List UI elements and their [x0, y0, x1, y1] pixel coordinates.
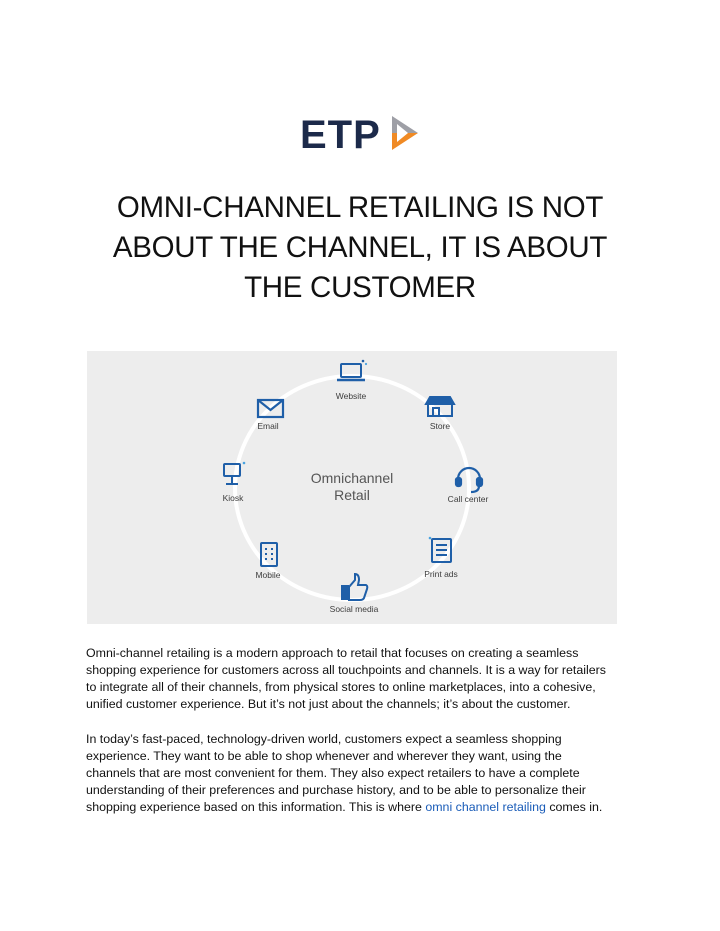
center-label-line-2: Retail	[334, 487, 370, 503]
paragraph-2	[86, 731, 646, 816]
etp-logo-mark	[300, 112, 425, 154]
paragraph-1-line-3: to integrate all of their channels, from physical stores to online marketplaces, into a cohesive,	[86, 680, 596, 694]
etp-logo	[300, 112, 425, 154]
paragraph-1-line-2: shopping experience for customers across all touchpoints and channels. It is a way for retailers	[86, 663, 606, 677]
page-title	[60, 188, 660, 308]
node-label-email: Email	[257, 421, 279, 431]
node-label-print-ads: Print ads	[424, 569, 458, 579]
paragraph-2-line-5-after: comes in.	[545, 800, 603, 814]
paragraph-2-line-2: experience. They want to be able to shop whenever and wherever they want, using the	[86, 749, 562, 763]
thumbs-up-icon	[342, 574, 367, 600]
paragraph-2-line-3: channels that are most convenient for them. They also expect retailers to have a complete	[86, 766, 580, 780]
node-label-store: Store	[429, 421, 451, 431]
title-line-2: ABOUT THE CHANNEL, IT IS ABOUT	[112, 231, 608, 264]
logo-text: ETP	[300, 113, 381, 154]
omni-channel-retailing-link[interactable]: omni channel retailing	[425, 800, 546, 814]
paragraph-2-line-5	[86, 799, 646, 816]
omnichannel-diagram	[87, 351, 617, 624]
paragraph-1-line-1: Omni-channel retailing is a modern approach to retail that focuses on creating a seamless	[86, 646, 579, 660]
center-label-line-1: Omnichannel	[310, 470, 394, 486]
diagram-center-label	[311, 470, 394, 504]
paragraph-1-line-4: unified customer experience. But it’s not just about the channels; it’s about the customer.	[86, 697, 571, 711]
paragraph-2-line-5-before: shopping experience based on this information. This is where	[86, 800, 426, 814]
paragraph-2-line-1: In today’s fast-paced, technology-driven world, customers expect a seamless shopping	[86, 732, 562, 746]
node-label-kiosk: Kiosk	[222, 493, 244, 503]
paragraph-1	[86, 645, 646, 713]
title-line-3: THE CUSTOMER	[244, 271, 476, 304]
title-line-1: OMNI-CHANNEL RETAILING IS NOT	[116, 191, 604, 224]
paragraph-2-line-4: understanding of their preferences and purchase history, and to be able to personalize their	[86, 783, 586, 797]
node-label-call-center: Call center	[447, 494, 489, 504]
node-label-social-media: Social media	[329, 604, 379, 614]
node-label-mobile: Mobile	[255, 570, 281, 580]
node-label-website: Website	[335, 391, 367, 401]
logo-arrow-bottom	[392, 133, 418, 150]
logo-arrow-top	[392, 116, 418, 133]
